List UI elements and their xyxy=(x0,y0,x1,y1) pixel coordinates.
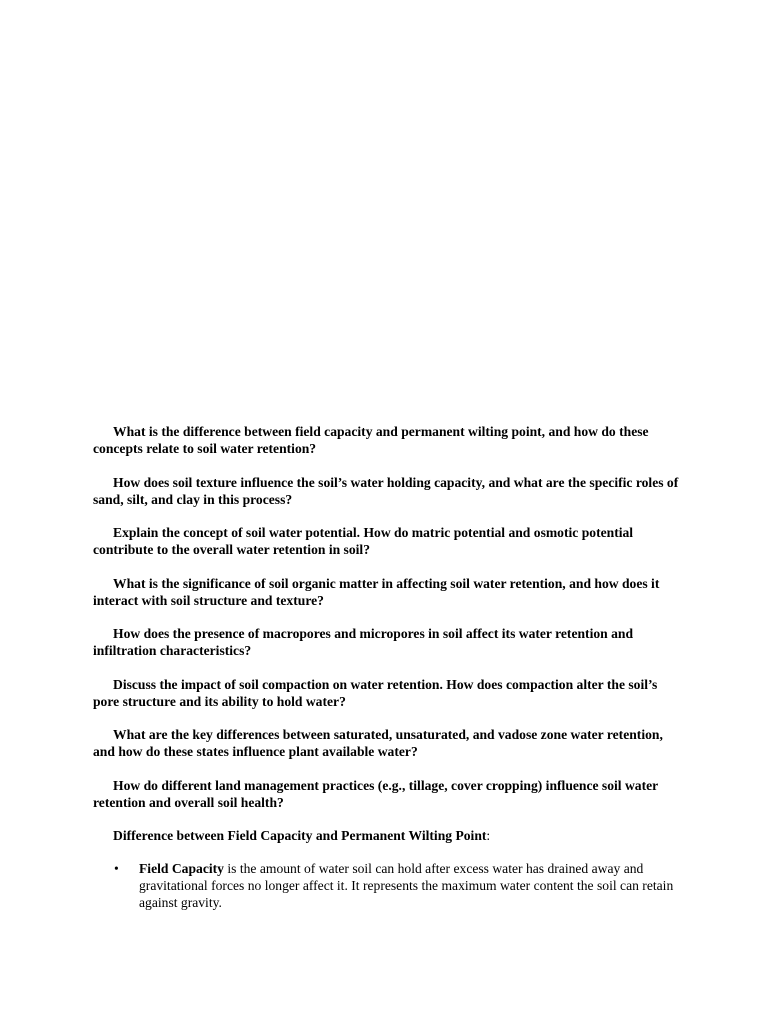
definition-term: Field Capacity xyxy=(139,861,224,876)
list-item xyxy=(93,860,683,911)
section-heading-text: Difference between Field Capacity and Permanent Wilting Point xyxy=(113,828,487,843)
section-heading xyxy=(93,827,683,844)
document-page xyxy=(93,423,683,911)
question-1: What is the difference between field capacity and permanent wilting point, and how do these concepts relate to soil water retention? xyxy=(93,424,649,456)
question-4: What is the significance of soil organic matter in affecting soil water retention, and how does it interact with soil structure and texture? xyxy=(93,575,660,608)
definition-list xyxy=(93,860,683,911)
question-5: How does the presence of macropores and micropores in soil affect its water retention and infiltration characteristics? xyxy=(93,626,634,658)
bullet-icon: • xyxy=(114,861,119,876)
question-2: How does soil texture influence the soil’s water holding capacity, and what are the specific roles of sand, silt, and clay in this process? xyxy=(93,474,679,507)
section-heading-colon: : xyxy=(486,828,491,843)
question-6: Discuss the impact of soil compaction on water retention. How does compaction alter the soil’s pore structure and its ability to hold water? xyxy=(93,676,658,709)
question-8: How do different land management practices (e.g., tillage, cover cropping) influence soil water retention and overall soil health? xyxy=(93,777,658,810)
question-7: What are the key differences between saturated, unsaturated, and vadose zone water retention, and how do these states influence plant available water? xyxy=(93,727,663,759)
definition-text: is the amount of water soil can hold after excess water has drained away and gravitational forces no longer affect it. It represents the maximum water content the soil can retain against gravity. xyxy=(139,861,674,910)
question-3: Explain the concept of soil water potential. How do matric potential and osmotic potential contribute to the overall water retention in soil? xyxy=(93,525,634,557)
